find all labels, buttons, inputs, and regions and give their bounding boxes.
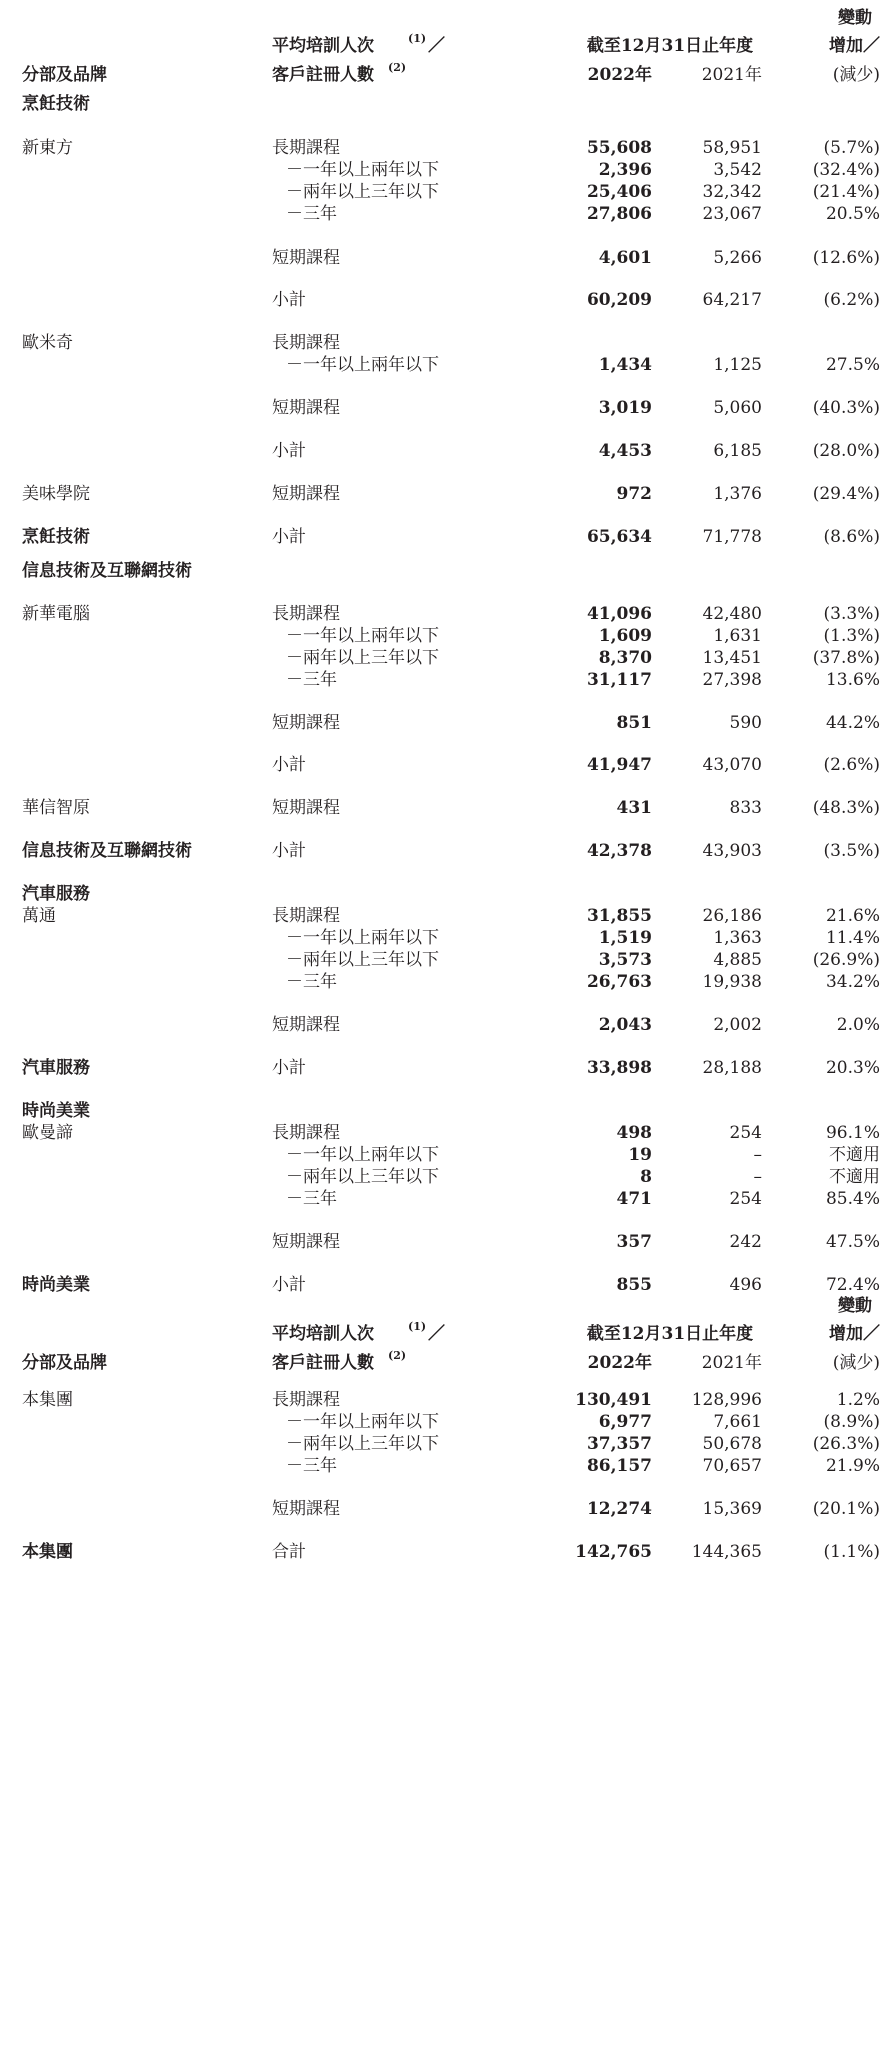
- value-2022: 2,396: [598, 160, 652, 180]
- row-label: 短期課程: [272, 1232, 340, 1252]
- value-2022: 1,434: [598, 355, 652, 375]
- value-2021: 1,125: [713, 355, 762, 375]
- brand-name: 本集團: [22, 1542, 73, 1562]
- section-heading: 時尚美業: [22, 1101, 90, 1121]
- row-label: －兩年以上三年以下: [286, 648, 439, 668]
- value-2022: 41,096: [586, 604, 652, 624]
- value-change: (28.0%): [812, 441, 880, 461]
- value-2021: 4,885: [713, 950, 762, 970]
- value-2022: 4,453: [598, 441, 652, 461]
- value-2022: 31,117: [586, 670, 652, 690]
- value-change: (21.4%): [812, 182, 880, 202]
- brand-name: 歐米奇: [22, 333, 73, 353]
- value-2021: 58,951: [702, 138, 762, 158]
- value-change: (26.9%): [812, 950, 880, 970]
- value-change: 21.6%: [825, 906, 880, 926]
- row-label: 短期課程: [272, 484, 340, 504]
- value-2022: 26,763: [586, 972, 652, 992]
- row-label: －三年: [286, 670, 337, 690]
- value-2021: 71,778: [702, 527, 762, 547]
- header-metric-line1: 平均培訓人次: [272, 36, 374, 56]
- value-2021: 144,365: [691, 1542, 762, 1562]
- row-label: －兩年以上三年以下: [286, 950, 439, 970]
- value-change: (8.6%): [823, 527, 880, 547]
- value-change: (32.4%): [812, 160, 880, 180]
- value-change: 47.5%: [825, 1232, 880, 1252]
- value-2021: 43,070: [702, 755, 762, 775]
- brand-name: 汽車服務: [22, 1058, 90, 1078]
- value-2021: 6,185: [713, 441, 762, 461]
- value-2021: 19,938: [702, 972, 762, 992]
- header-metric-line2: 客戶註冊人數: [272, 1353, 374, 1373]
- value-2021: 254: [729, 1189, 762, 1209]
- value-2021: 2,002: [713, 1015, 762, 1035]
- header-metric-sup1: (1): [408, 32, 427, 45]
- value-2021: 3,542: [713, 160, 762, 180]
- value-2022: 8,370: [598, 648, 652, 668]
- row-label: －一年以上兩年以下: [286, 1145, 439, 1165]
- value-change: 20.3%: [825, 1058, 880, 1078]
- row-label: 短期課程: [272, 1015, 340, 1035]
- value-2022: 1,519: [598, 928, 652, 948]
- row-label: －三年: [286, 1456, 337, 1476]
- value-2021: 15,369: [702, 1499, 762, 1519]
- value-change: 96.1%: [825, 1123, 880, 1143]
- value-2021: 254: [729, 1123, 762, 1143]
- value-2022: 86,157: [586, 1456, 652, 1476]
- header-metric-slash: ／: [428, 1324, 445, 1344]
- value-2022: 55,608: [586, 138, 652, 158]
- value-2022: 855: [616, 1275, 652, 1295]
- value-2022: 42,378: [586, 841, 652, 861]
- row-label: －三年: [286, 204, 337, 224]
- header-period: 截至12月31日止年度: [586, 36, 754, 56]
- row-label: 長期課程: [272, 604, 340, 624]
- value-2021: 5,266: [713, 248, 762, 268]
- value-change: 44.2%: [825, 713, 880, 733]
- value-2022: 3,573: [598, 950, 652, 970]
- value-change: 11.4%: [825, 928, 880, 948]
- value-2022: 27,806: [586, 204, 652, 224]
- row-label: 短期課程: [272, 1499, 340, 1519]
- value-2021: 1,631: [713, 626, 762, 646]
- value-change: (1.3%): [823, 626, 880, 646]
- header-change-line1: 變動: [838, 8, 872, 28]
- value-2021: 64,217: [702, 290, 762, 310]
- value-2022: 130,491: [575, 1390, 652, 1410]
- row-label: －兩年以上三年以下: [286, 182, 439, 202]
- row-label: 小計: [272, 441, 306, 461]
- value-2021: 496: [729, 1275, 762, 1295]
- value-2021: 1,376: [713, 484, 762, 504]
- value-2021: 13,451: [702, 648, 762, 668]
- value-change: 72.4%: [825, 1275, 880, 1295]
- header-change-line3: (減少): [832, 65, 880, 85]
- row-label: －一年以上兩年以下: [286, 355, 439, 375]
- value-2021: 5,060: [713, 398, 762, 418]
- value-change: (3.3%): [823, 604, 880, 624]
- header-segment-brand: 分部及品牌: [22, 65, 107, 85]
- value-2021: 28,188: [702, 1058, 762, 1078]
- header-change-line2: 增加／: [829, 1324, 880, 1344]
- value-2022: 142,765: [575, 1542, 652, 1562]
- value-2022: 2,043: [598, 1015, 652, 1035]
- row-label: 短期課程: [272, 798, 340, 818]
- value-2021: 1,363: [713, 928, 762, 948]
- brand-name: 華信智原: [22, 798, 90, 818]
- header-change-line2: 增加／: [829, 36, 880, 56]
- value-2022: 4,601: [598, 248, 652, 268]
- value-change: (12.6%): [812, 248, 880, 268]
- value-2021: 26,186: [702, 906, 762, 926]
- section-heading: 信息技術及互聯網技術: [22, 561, 192, 581]
- value-2021: 7,661: [713, 1412, 762, 1432]
- row-label: －一年以上兩年以下: [286, 1412, 439, 1432]
- value-change: 20.5%: [825, 204, 880, 224]
- value-2022: 357: [616, 1232, 652, 1252]
- value-2022: 19: [628, 1145, 652, 1165]
- brand-name: 美味學院: [22, 484, 90, 504]
- value-2021: 27,398: [702, 670, 762, 690]
- value-2022: 972: [616, 484, 652, 504]
- value-2022: 498: [616, 1123, 652, 1143]
- value-2021: –: [753, 1167, 762, 1187]
- header-metric-sup2: (2): [388, 1349, 407, 1362]
- value-2022: 31,855: [586, 906, 652, 926]
- value-2021: –: [753, 1145, 762, 1165]
- value-change: 34.2%: [825, 972, 880, 992]
- row-label: 小計: [272, 755, 306, 775]
- value-2022: 25,406: [586, 182, 652, 202]
- value-change: (3.5%): [823, 841, 880, 861]
- value-change: 不適用: [829, 1167, 880, 1187]
- header-period: 截至12月31日止年度: [586, 1324, 754, 1344]
- value-2021: 70,657: [702, 1456, 762, 1476]
- value-2022: 1,609: [598, 626, 652, 646]
- header-metric-line2: 客戶註冊人數: [272, 65, 374, 85]
- section-heading: 烹飪技術: [22, 94, 90, 114]
- value-change: (20.1%): [812, 1499, 880, 1519]
- row-label: 小計: [272, 841, 306, 861]
- row-label: －一年以上兩年以下: [286, 626, 439, 646]
- brand-name: 歐曼諦: [22, 1123, 73, 1143]
- value-2022: 851: [616, 713, 652, 733]
- value-2021: 23,067: [702, 204, 762, 224]
- value-2022: 3,019: [598, 398, 652, 418]
- header-change-line3: (減少): [832, 1353, 880, 1373]
- header-year-prior: 2021年: [701, 1353, 762, 1373]
- row-label: 小計: [272, 290, 306, 310]
- row-label: －一年以上兩年以下: [286, 928, 439, 948]
- row-label: 小計: [272, 1058, 306, 1078]
- brand-name: 新東方: [22, 138, 73, 158]
- header-metric-sup2: (2): [388, 61, 407, 74]
- value-change: (8.9%): [823, 1412, 880, 1432]
- value-change: (40.3%): [812, 398, 880, 418]
- row-label: －一年以上兩年以下: [286, 160, 439, 180]
- header-segment-brand: 分部及品牌: [22, 1353, 107, 1373]
- value-2021: 42,480: [702, 604, 762, 624]
- value-change: 85.4%: [825, 1189, 880, 1209]
- value-change: 27.5%: [825, 355, 880, 375]
- value-2022: 37,357: [586, 1434, 652, 1454]
- header-year-current: 2022年: [587, 1353, 652, 1373]
- row-label: －三年: [286, 1189, 337, 1209]
- value-change: 1.2%: [836, 1390, 880, 1410]
- value-2022: 6,977: [598, 1412, 652, 1432]
- value-2021: 32,342: [702, 182, 762, 202]
- row-label: 長期課程: [272, 1123, 340, 1143]
- value-change: (48.3%): [812, 798, 880, 818]
- header-year-prior: 2021年: [701, 65, 762, 85]
- section-heading: 汽車服務: [22, 884, 90, 904]
- value-change: (2.6%): [823, 755, 880, 775]
- brand-name: 本集團: [22, 1390, 73, 1410]
- value-change: 13.6%: [825, 670, 880, 690]
- value-2022: 431: [616, 798, 652, 818]
- value-2022: 33,898: [586, 1058, 652, 1078]
- row-label: 合計: [272, 1542, 306, 1562]
- header-change-line1: 變動: [838, 1296, 872, 1316]
- value-change: (1.1%): [823, 1542, 880, 1562]
- row-label: 長期課程: [272, 1390, 340, 1410]
- value-change: 2.0%: [836, 1015, 880, 1035]
- row-label: 長期課程: [272, 906, 340, 926]
- brand-name: 時尚美業: [22, 1275, 90, 1295]
- brand-name: 萬通: [22, 906, 56, 926]
- row-label: 長期課程: [272, 333, 340, 353]
- value-change: (26.3%): [812, 1434, 880, 1454]
- value-change: (29.4%): [812, 484, 880, 504]
- header-metric-sup1: (1): [408, 1320, 427, 1333]
- value-change: 21.9%: [825, 1456, 880, 1476]
- value-2021: 590: [729, 713, 762, 733]
- value-change: (6.2%): [823, 290, 880, 310]
- value-2021: 833: [729, 798, 762, 818]
- value-2022: 471: [616, 1189, 652, 1209]
- brand-name: 烹飪技術: [22, 527, 90, 547]
- row-label: －三年: [286, 972, 337, 992]
- value-2022: 8: [640, 1167, 652, 1187]
- row-label: 短期課程: [272, 398, 340, 418]
- row-label: 短期課程: [272, 248, 340, 268]
- value-2022: 60,209: [586, 290, 652, 310]
- brand-name: 新華電腦: [22, 604, 90, 624]
- value-2021: 50,678: [702, 1434, 762, 1454]
- header-metric-line1: 平均培訓人次: [272, 1324, 374, 1344]
- row-label: 長期課程: [272, 138, 340, 158]
- value-2021: 43,903: [702, 841, 762, 861]
- row-label: －兩年以上三年以下: [286, 1434, 439, 1454]
- value-2022: 12,274: [586, 1499, 652, 1519]
- value-change: (37.8%): [812, 648, 880, 668]
- value-2022: 41,947: [586, 755, 652, 775]
- row-label: 短期課程: [272, 713, 340, 733]
- value-2021: 128,996: [691, 1390, 762, 1410]
- row-label: 小計: [272, 1275, 306, 1295]
- value-2022: 65,634: [586, 527, 652, 547]
- value-change: (5.7%): [823, 138, 880, 158]
- row-label: 小計: [272, 527, 306, 547]
- value-change: 不適用: [829, 1145, 880, 1165]
- value-2021: 242: [729, 1232, 762, 1252]
- brand-name: 信息技術及互聯網技術: [22, 841, 192, 861]
- header-year-current: 2022年: [587, 65, 652, 85]
- header-metric-slash: ／: [428, 36, 445, 56]
- row-label: －兩年以上三年以下: [286, 1167, 439, 1187]
